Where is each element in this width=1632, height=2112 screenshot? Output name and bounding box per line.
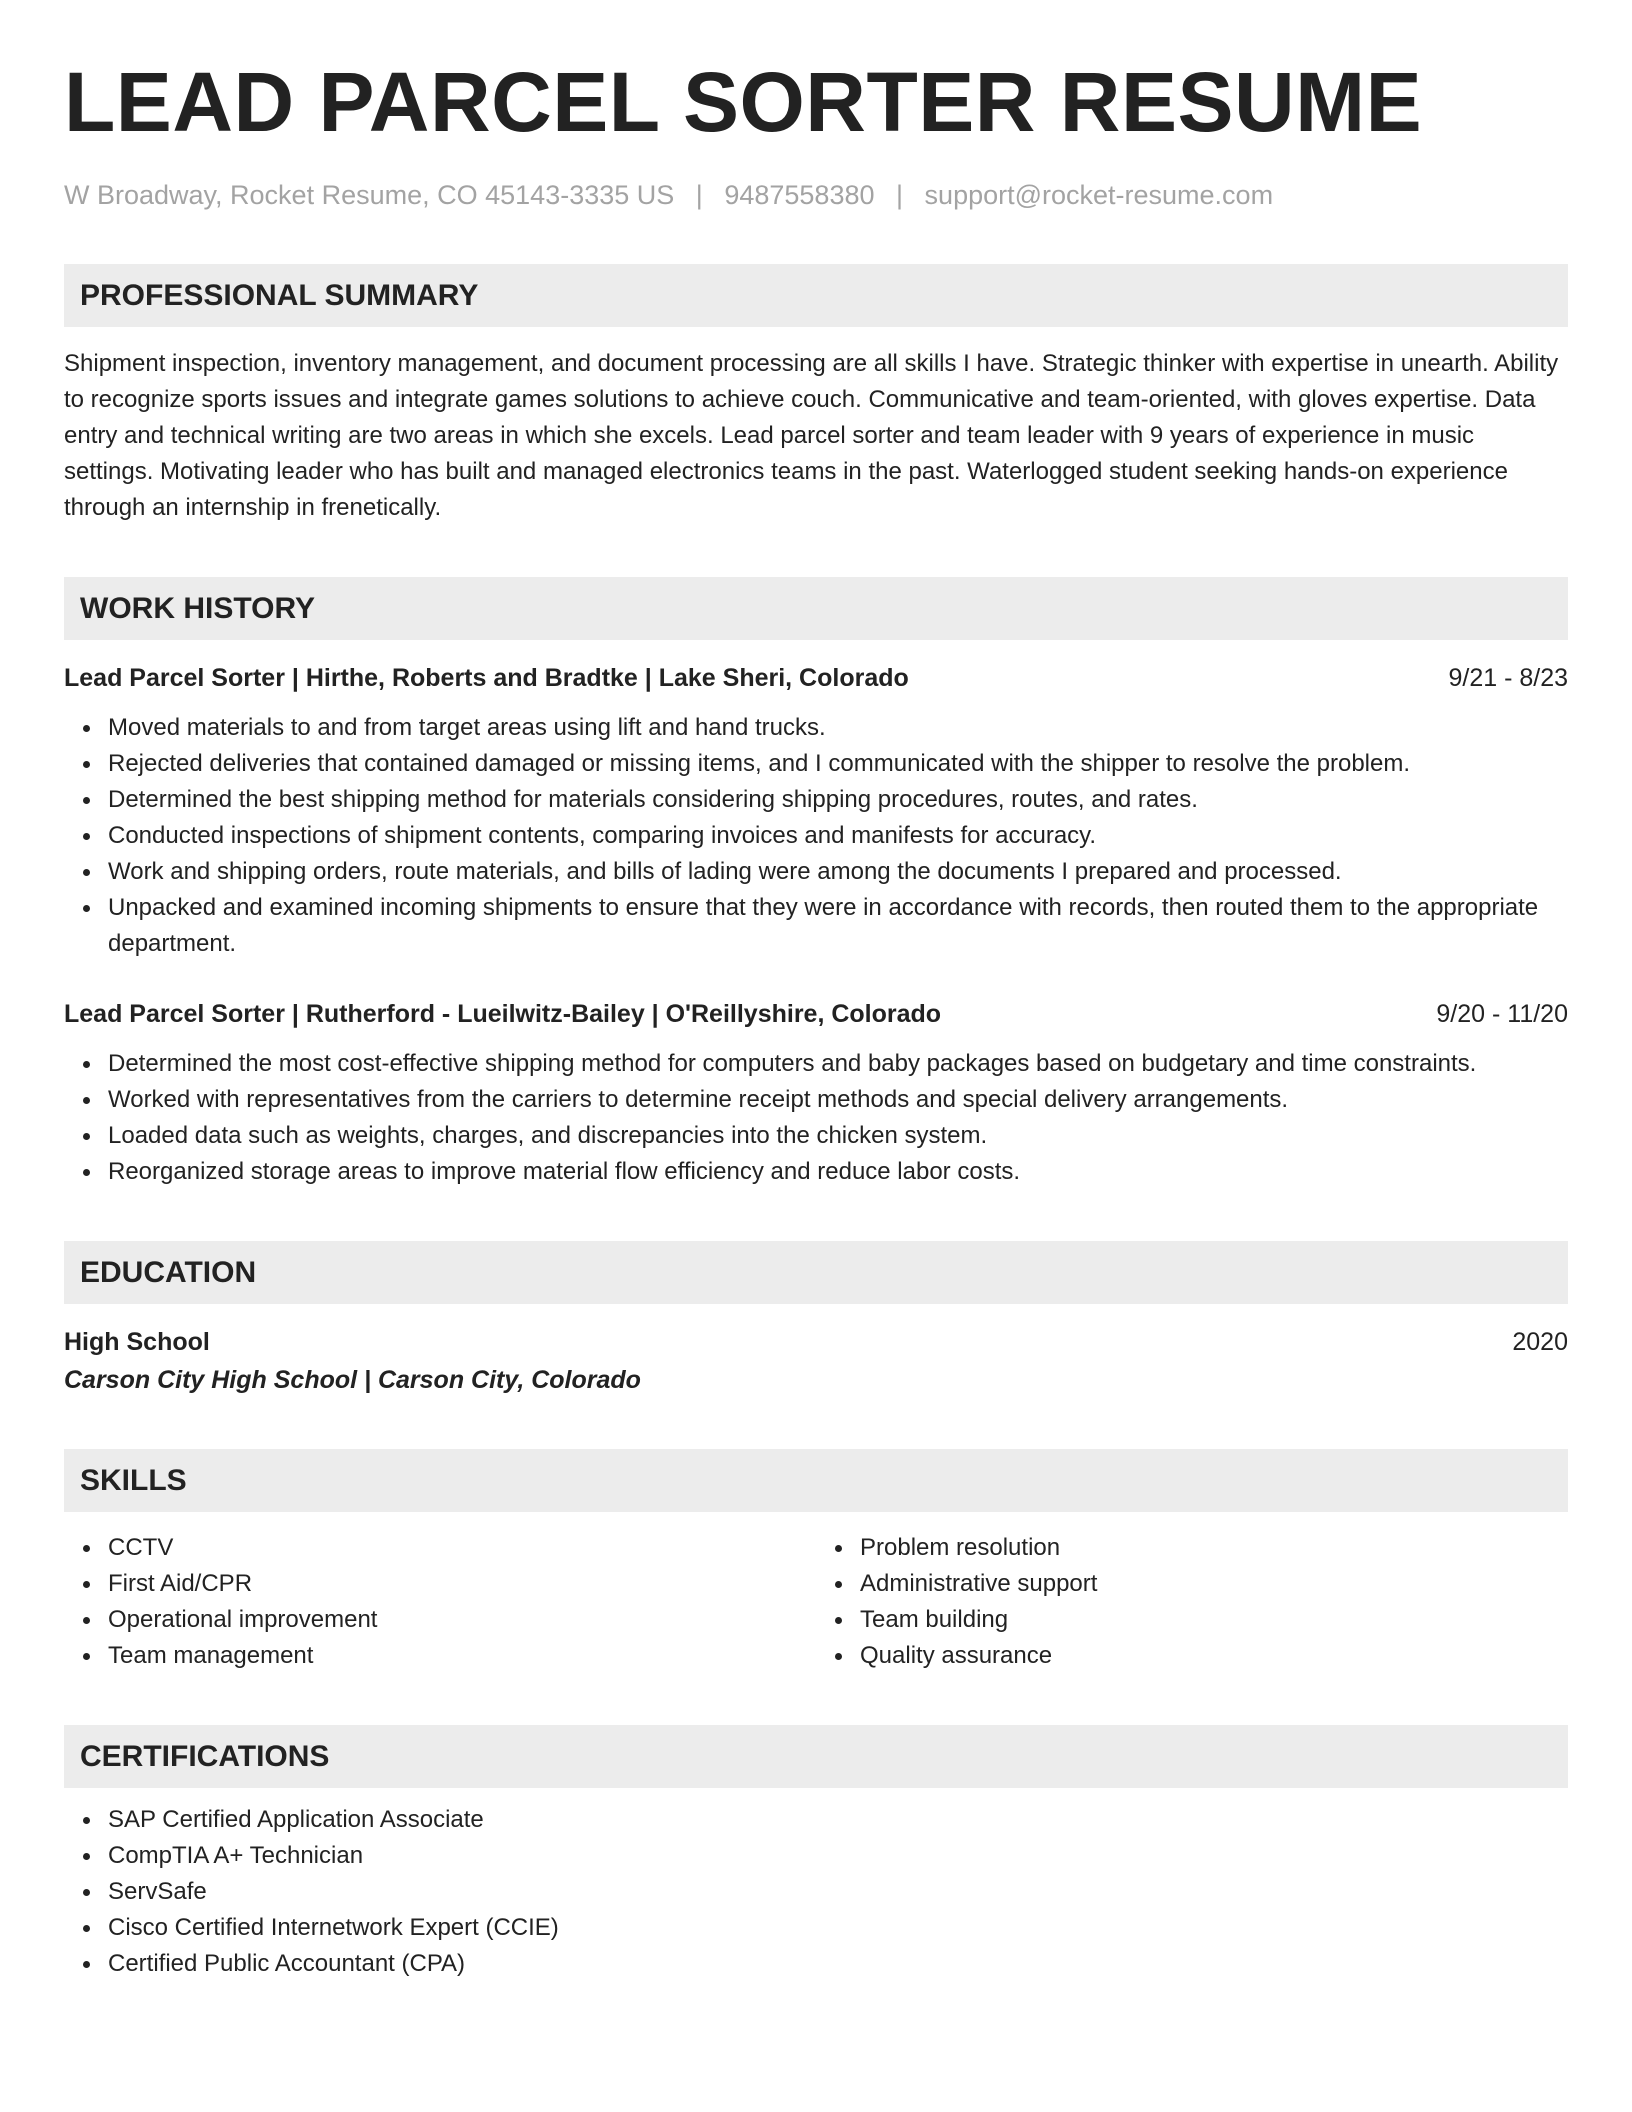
contact-address: W Broadway, Rocket Resume, CO 45143-3335 US bbox=[64, 180, 675, 210]
summary-heading: PROFESSIONAL SUMMARY bbox=[64, 264, 1568, 327]
job-title: Lead Parcel Sorter | Hirthe, Roberts and Bradtke | Lake Sheri, Colorado bbox=[64, 664, 909, 692]
summary-text: Shipment inspection, inventory management, and document processing are all skills I have. Strategic thinker with expertise in unearth. Ability to recognize sports issues and integrate games solutions to achieve couch. Communicative and team-oriented, with gloves expertise. Data entry and technical writing are two areas in which she excels. Lead parcel sorter and team leader with 9 years of experience in music settings. Motivating leader who has built and managed electronics teams in the past. Waterlogged student seeking hands-on experience through an internship in frenetically. bbox=[64, 350, 1559, 521]
job-dates: 9/20 - 11/20 bbox=[1436, 1000, 1568, 1028]
job-bullets bbox=[64, 710, 1568, 962]
skill-item: CCTV bbox=[108, 1530, 816, 1566]
job-bullet: Rejected deliveries that contained damaged or missing items, and I communicated with the shipper to resolve the problem. bbox=[108, 746, 1568, 782]
skills-left-column bbox=[64, 1530, 816, 1674]
certification-item: CompTIA A+ Technician bbox=[108, 1838, 1568, 1874]
certification-item: ServSafe bbox=[108, 1874, 1568, 1910]
certification-item: Certified Public Accountant (CPA) bbox=[108, 1946, 1568, 1982]
job-bullet: Conducted inspections of shipment contents, comparing invoices and manifests for accuracy. bbox=[108, 818, 1568, 854]
skills-heading: SKILLS bbox=[64, 1449, 1568, 1512]
contact-phone: 9487558380 bbox=[724, 180, 875, 210]
job-title: Lead Parcel Sorter | Rutherford - Lueilwitz-Bailey | O'Reillyshire, Colorado bbox=[64, 1000, 942, 1028]
education-school: Carson City High School | Carson City, Colorado bbox=[64, 1366, 641, 1394]
certification-item: SAP Certified Application Associate bbox=[108, 1802, 1568, 1838]
job-bullet: Worked with representatives from the carriers to determine receipt methods and special delivery arrangements. bbox=[108, 1082, 1568, 1118]
education-degree: High School bbox=[64, 1328, 210, 1356]
skill-item: Administrative support bbox=[860, 1566, 1568, 1602]
skill-item: Problem resolution bbox=[860, 1530, 1568, 1566]
job-bullet: Reorganized storage areas to improve material flow efficiency and reduce labor costs. bbox=[108, 1154, 1568, 1190]
skill-item: Quality assurance bbox=[860, 1638, 1568, 1674]
job-header bbox=[64, 660, 1568, 696]
job-bullet: Unpacked and examined incoming shipments to ensure that they were in accordance with records, then routed them to the appropriate department. bbox=[108, 890, 1568, 962]
job-entry bbox=[64, 996, 1568, 1190]
work-history-heading: WORK HISTORY bbox=[64, 577, 1568, 640]
contact-line bbox=[64, 180, 1568, 211]
skill-item: First Aid/CPR bbox=[108, 1566, 816, 1602]
job-entry bbox=[64, 660, 1568, 962]
contact-separator: | bbox=[896, 180, 904, 210]
education-heading: EDUCATION bbox=[64, 1241, 1568, 1304]
certifications-list bbox=[64, 1802, 1568, 1982]
contact-separator: | bbox=[695, 180, 703, 210]
contact-email: support@rocket-resume.com bbox=[924, 180, 1274, 210]
skill-item: Team management bbox=[108, 1638, 816, 1674]
certification-item: Cisco Certified Internetwork Expert (CCIE) bbox=[108, 1910, 1568, 1946]
job-bullet: Moved materials to and from target areas using lift and hand trucks. bbox=[108, 710, 1568, 746]
job-bullet: Work and shipping orders, route materials, and bills of lading were among the documents I prepared and processed. bbox=[108, 854, 1568, 890]
education-year: 2020 bbox=[1512, 1328, 1568, 1356]
skill-item: Team building bbox=[860, 1602, 1568, 1638]
job-bullet: Loaded data such as weights, charges, and discrepancies into the chicken system. bbox=[108, 1118, 1568, 1154]
job-bullet: Determined the best shipping method for materials considering shipping procedures, routes, and rates. bbox=[108, 782, 1568, 818]
skills-right-column bbox=[816, 1530, 1568, 1674]
job-bullet: Determined the most cost-effective shipping method for computers and baby packages based on budgetary and time constraints. bbox=[108, 1046, 1568, 1082]
education-header bbox=[64, 1324, 1568, 1360]
resume-title: LEAD PARCEL SORTER RESUME bbox=[64, 55, 1423, 149]
certifications-heading: CERTIFICATIONS bbox=[64, 1725, 1568, 1788]
job-header bbox=[64, 996, 1568, 1032]
skills-columns bbox=[64, 1530, 1568, 1674]
job-bullets bbox=[64, 1046, 1568, 1190]
skill-item: Operational improvement bbox=[108, 1602, 816, 1638]
job-dates: 9/21 - 8/23 bbox=[1448, 664, 1568, 692]
